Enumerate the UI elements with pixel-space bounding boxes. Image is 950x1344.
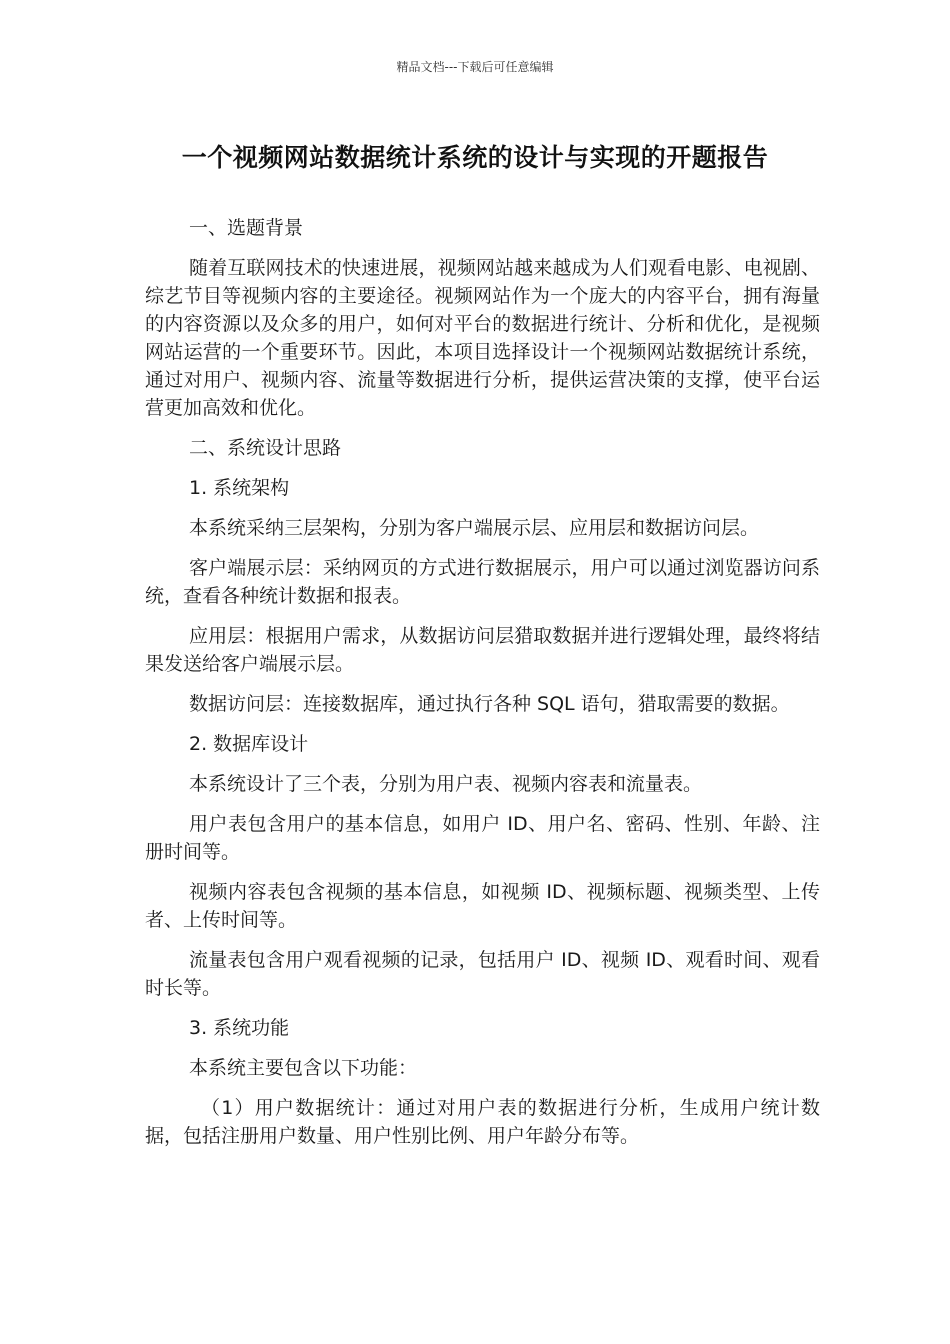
paragraph-client-layer: 客户端展示层：采纳网页的方式进行数据展示，用户可以通过浏览器访问系统，查看各种统计数据和报表。	[145, 557, 820, 607]
section-heading-background: 一、选题背景	[189, 217, 304, 239]
paragraph-database-tables: 本系统设计了三个表，分别为用户表、视频内容表和流量表。	[189, 773, 703, 795]
document-title: 一个视频网站数据统计系统的设计与实现的开题报告	[181, 143, 769, 172]
paragraph-video-table: 视频内容表包含视频的基本信息，如视频 ID、视频标题、视频类型、上传者、上传时间等。	[145, 881, 820, 931]
section-heading-design: 二、系统设计思路	[189, 437, 342, 459]
document-body	[145, 214, 820, 1162]
header-note: 精品文档---下载后可任意编辑	[396, 60, 554, 74]
paragraph-traffic-table: 流量表包含用户观看视频的记录，包括用户 ID、视频 ID、观看时间、观看时长等。	[145, 949, 820, 999]
paragraph-background: 随着互联网技术的快速进展，视频网站越来越成为人们观看电影、电视剧、综艺节目等视频内容的主要途径。视频网站作为一个庞大的内容平台，拥有海量的内容资源以及众多的用户，如何对平台的数据进行统计、分析和优化，是视频网站运营的一个重要环节。因此，本项目选择设计一个视频网站数据统计系统，通过对用户、视频内容、流量等数据进行分析，提供运营决策的支撑，使平台运营更加高效和优化。	[145, 257, 820, 419]
paragraph-functions-intro: 本系统主要包含以下功能：	[189, 1057, 418, 1079]
paragraph-data-access-layer: 数据访问层：连接数据库，通过执行各种 SQL 语句，猎取需要的数据。	[189, 693, 790, 715]
paragraph-application-layer: 应用层：根据用户需求，从数据访问层猎取数据并进行逻辑处理，最终将结果发送给客户端展示层。	[145, 625, 820, 675]
subheading-architecture: 1. 系统架构	[189, 477, 290, 499]
paragraph-architecture: 本系统采纳三层架构，分别为客户端展示层、应用层和数据访问层。	[189, 517, 760, 539]
paragraph-user-table: 用户表包含用户的基本信息，如用户 ID、用户名、密码、性别、年龄、注册时间等。	[145, 813, 820, 863]
paragraph-user-statistics: （1）用户数据统计：通过对用户表的数据进行分析，生成用户统计数据，包括注册用户数量、用户性别比例、用户年龄分布等。	[145, 1097, 820, 1147]
subheading-database: 2. 数据库设计	[189, 733, 309, 755]
subheading-functions: 3. 系统功能	[189, 1017, 290, 1039]
